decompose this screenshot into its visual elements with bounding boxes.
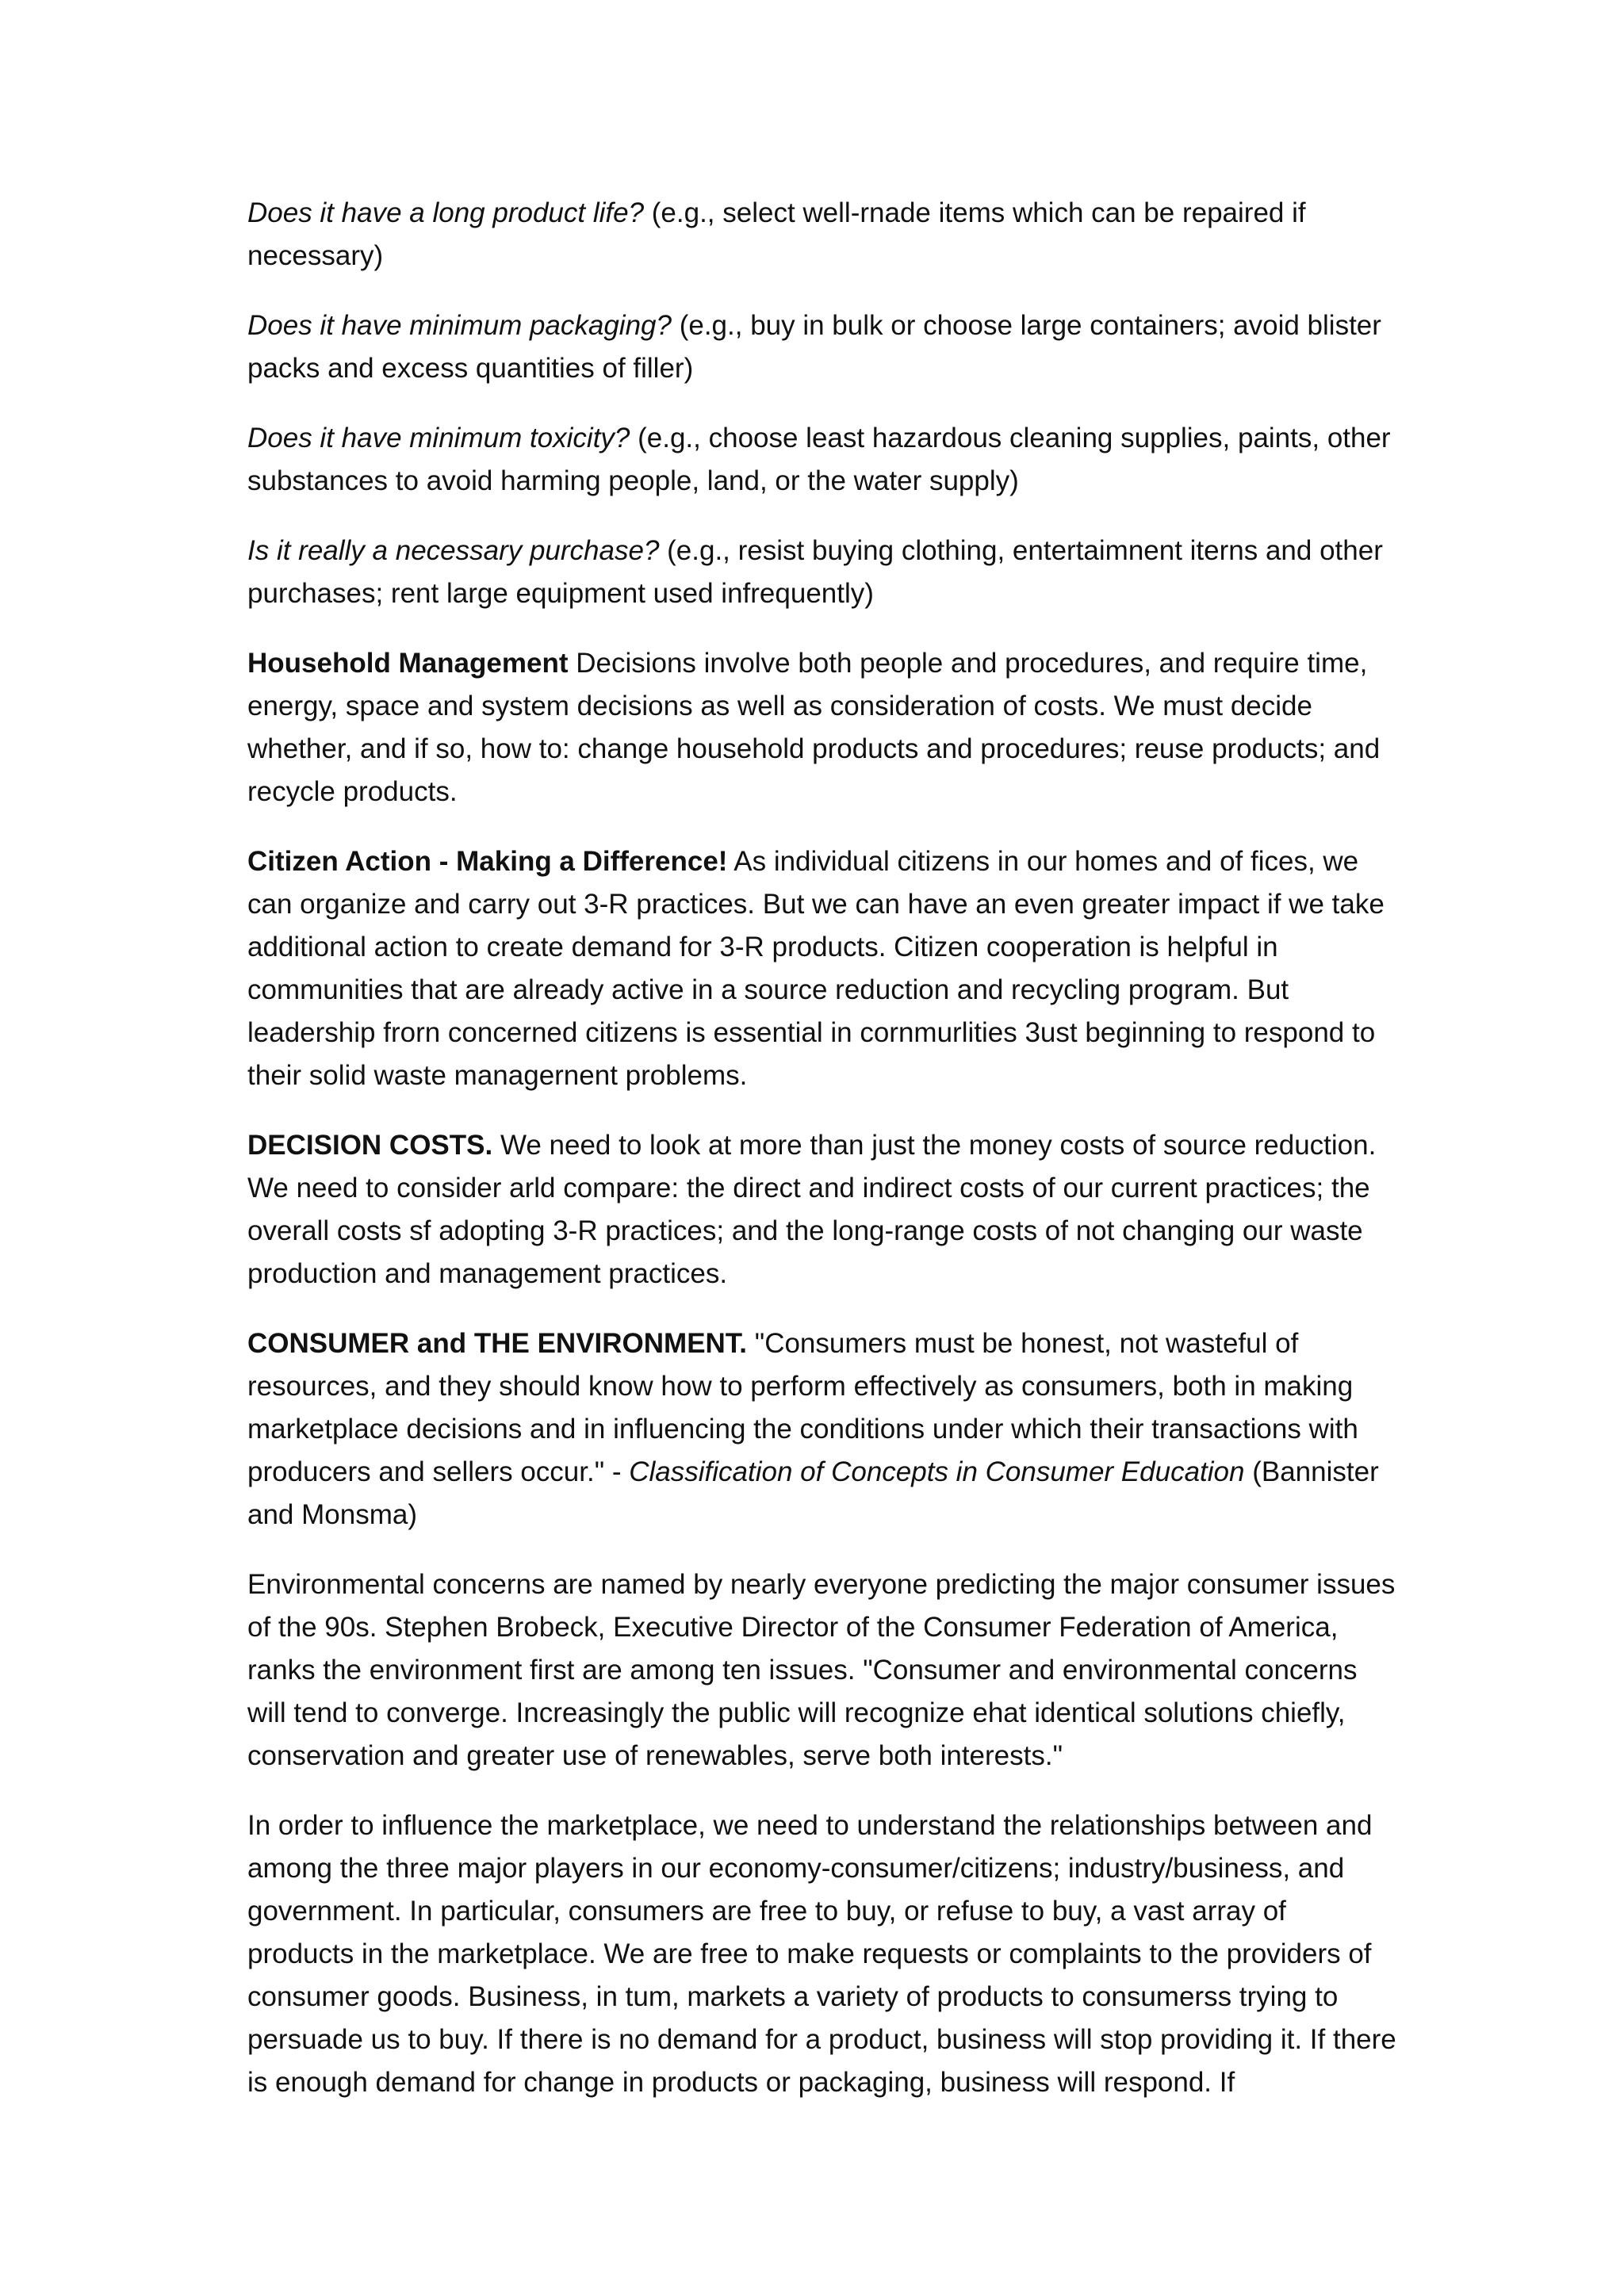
paragraph-text: (e.g., buy in bulk or choose large containers; avoid blister packs and excess quantities of filler) (247, 310, 1381, 384)
paragraph-product-life (247, 192, 1397, 277)
paragraph-citizen-action (247, 840, 1397, 1097)
paragraph-text: In order to influence the marketplace, we need to understand the relationships between and among the three major players in our economy-consumer/citizens; industry/business, and government. In particular, consumers are free to buy, or refuse to buy, a vast array of products in the marketplace. We are free to make requests or complaints to the providers of consumer goods. Business, in tum, markets a variety of products to consumerss trying to persuade us to buy. If there is no demand for a product, business will stop providing it. If there is enough demand for change in products or packaging, business will respond. If (247, 1810, 1396, 2098)
paragraph-marketplace (247, 1804, 1397, 2104)
paragraph-consumer-environment (247, 1322, 1397, 1536)
question-toxicity: Does it have minimum toxicity? (247, 423, 630, 453)
paragraph-text: (e.g., select well-rnade items which can be repaired if necessary) (247, 197, 1306, 271)
paragraph-text: We need to look at more than just the money costs of source reduction. We need to consider arld compare: the direct and indirect costs of our current practices; the overall costs sf adopting 3-R practices; and the long-range costs of not changing our waste production and management practices. (247, 1130, 1377, 1289)
heading-decision-costs: DECISION COSTS. (247, 1130, 493, 1161)
paragraph-text: Decisions involve both people and procedures, and require time, energy, space and system decisions as well as consideration of costs. We must decide whether, and if so, how to: change household products and procedures; reuse products; and recycle products. (247, 648, 1381, 807)
question-packaging: Does it have minimum packaging? (247, 310, 672, 341)
citation-title: Classification of Concepts in Consumer Education (629, 1456, 1245, 1487)
paragraph-text: "Consumers must be honest, not wasteful of resources, and they should know how to perform effectively as consumers, both in making marketplace decisions and in influencing the conditions under which their transactions with producers and sellers occur." - (247, 1328, 1358, 1487)
paragraph-environmental-concerns (247, 1563, 1397, 1777)
paragraph-text: (e.g., resist buying clothing, entertaimnent iterns and other purchases; rent large equipment used infrequently) (247, 535, 1383, 609)
heading-household-management: Household Management (247, 648, 569, 679)
heading-consumer-environment: CONSUMER and THE ENVIRONMENT. (247, 1328, 748, 1359)
heading-citizen-action: Citizen Action - Making a Difference! (247, 846, 728, 877)
paragraph-text: (e.g., choose least hazardous cleaning supplies, paints, other substances to avoid harming people, land, or the water supply) (247, 423, 1391, 496)
paragraph-necessary-purchase (247, 530, 1397, 615)
paragraph-packaging (247, 304, 1397, 390)
paragraph-toxicity (247, 417, 1397, 503)
citation-authors: (Bannister and Monsma) (247, 1456, 1379, 1530)
document-page (247, 192, 1397, 2131)
paragraph-text: Environmental concerns are named by nearly everyone predicting the major consumer issues of the 90s. Stephen Brobeck, Executive Director of the Consumer Federation of America, ranks the environment first are among ten issues. "Consumer and environmental concerns will tend to converge. Increasingly the public will recognize ehat identical solutions chiefly, conservation and greater use of renewables, serve both interests." (247, 1569, 1396, 1771)
question-necessary-purchase: Is it really a necessary purchase? (247, 535, 660, 566)
paragraph-household-management (247, 642, 1397, 813)
paragraph-decision-costs (247, 1124, 1397, 1295)
paragraph-text: As individual citizens in our homes and of fices, we can organize and carry out 3-R practices. But we can have an even greater impact if we take additional action to create demand for 3-R products. Citizen cooperation is helpful in communities that are already active in a source reduction and recycling program. But leadership frorn concerned citizens is essential in cornmurlities 3ust beginning to respond to their solid waste managernent problems. (247, 846, 1385, 1091)
question-product-life: Does it have a long product life? (247, 197, 645, 228)
